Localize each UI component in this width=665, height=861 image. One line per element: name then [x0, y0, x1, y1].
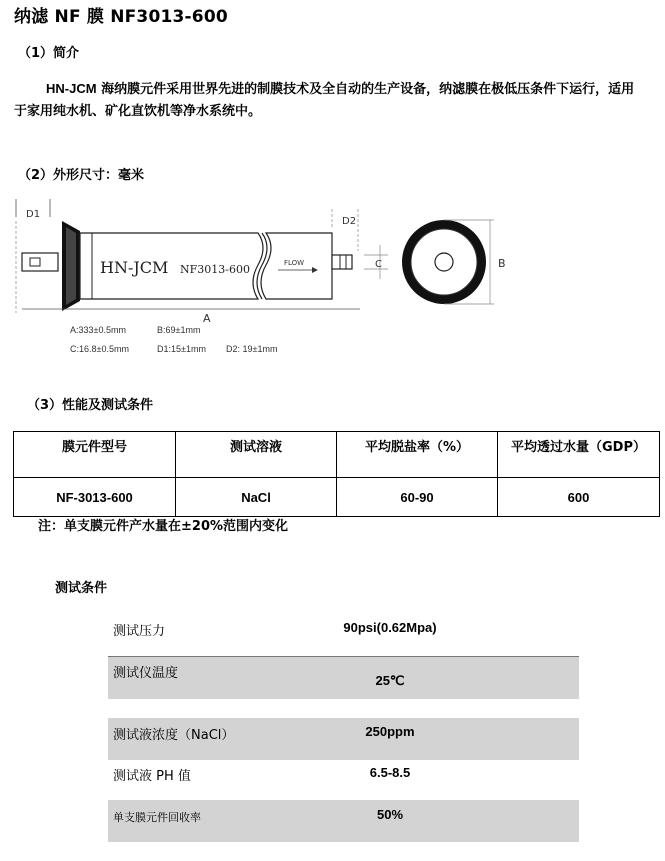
- section-intro-heading: （1）简介: [18, 46, 80, 61]
- condition-value: 90psi(0.62Mpa): [343, 620, 437, 635]
- table-row: [14, 478, 660, 517]
- condition-row-pressure: [108, 612, 579, 646]
- condition-label: 单支膜元件回收率: [113, 811, 201, 824]
- label-a: A: [203, 312, 211, 325]
- header-rejection: 平均脱盐率（%）: [337, 432, 498, 478]
- test-conditions-title: 测试条件: [55, 581, 108, 596]
- cell-solution: NaCl: [176, 478, 337, 517]
- condition-row-concentration: [108, 718, 579, 760]
- condition-label: 测试液 PH 值: [113, 769, 191, 784]
- header-flow: 平均透过水量（GDP）: [498, 432, 660, 478]
- condition-row-ph: [108, 760, 579, 800]
- inlet-slot: [30, 258, 40, 266]
- intro-brand: HN-JCM: [46, 81, 97, 96]
- diagram-model: NF3013-600: [180, 263, 250, 276]
- section-performance-heading: （3）性能及测试条件: [27, 398, 154, 413]
- performance-table: [13, 431, 660, 517]
- condition-value: 25℃: [375, 673, 405, 688]
- dim-d1: D1:15±1mm: [157, 344, 206, 354]
- diagram-brand: HN-JCM: [100, 258, 169, 277]
- label-c: C: [375, 259, 382, 270]
- dim-b: B:69±1mm: [157, 325, 201, 335]
- cell-flow: 600: [498, 478, 660, 517]
- cell-model: NF-3013-600: [14, 478, 176, 517]
- brine-seal-shade: [66, 227, 76, 305]
- condition-value: 50%: [376, 807, 404, 822]
- header-model: 膜元件型号: [14, 432, 176, 478]
- label-b: B: [498, 257, 506, 270]
- dim-c: C:16.8±0.5mm: [70, 344, 129, 354]
- flow-label: FLOW: [284, 259, 305, 267]
- condition-value: 6.5-8.5: [369, 765, 411, 780]
- intro-paragraph: [14, 78, 644, 123]
- table-header-row: [14, 432, 660, 478]
- outlet-tube: [332, 255, 352, 269]
- label-d1: D1: [26, 209, 41, 220]
- label-d2: D2: [342, 216, 357, 227]
- end-view-core: [435, 253, 453, 271]
- page-title: 纳滤 NF 膜 NF3013-600: [14, 7, 228, 27]
- membrane-dimension-diagram: [0, 195, 665, 370]
- condition-label: 测试仪温度: [113, 666, 179, 681]
- condition-row-temperature: [108, 657, 579, 699]
- dim-a: A:333±0.5mm: [70, 325, 126, 335]
- header-solution: 测试溶液: [176, 432, 337, 478]
- intro-text: 海纳膜元件采用世界先进的制膜技术及全自动的生产设备，纳滤膜在极低压条件下运行，适用于家用纯水机、矿化直饮机等净水系统中。: [14, 82, 635, 119]
- condition-label: 测试液浓度（NaCl）: [113, 728, 235, 743]
- condition-value: 250ppm: [365, 724, 415, 739]
- dim-d2: D2: 19±1mm: [226, 344, 278, 354]
- cell-rejection: 60-90: [337, 478, 498, 517]
- condition-label: 测试压力: [113, 624, 166, 639]
- section-dimensions-heading: （2）外形尺寸：毫米: [18, 168, 145, 183]
- condition-row-recovery: [108, 800, 579, 842]
- table-note: 注：单支膜元件产水量在±20%范围内变化: [38, 519, 289, 534]
